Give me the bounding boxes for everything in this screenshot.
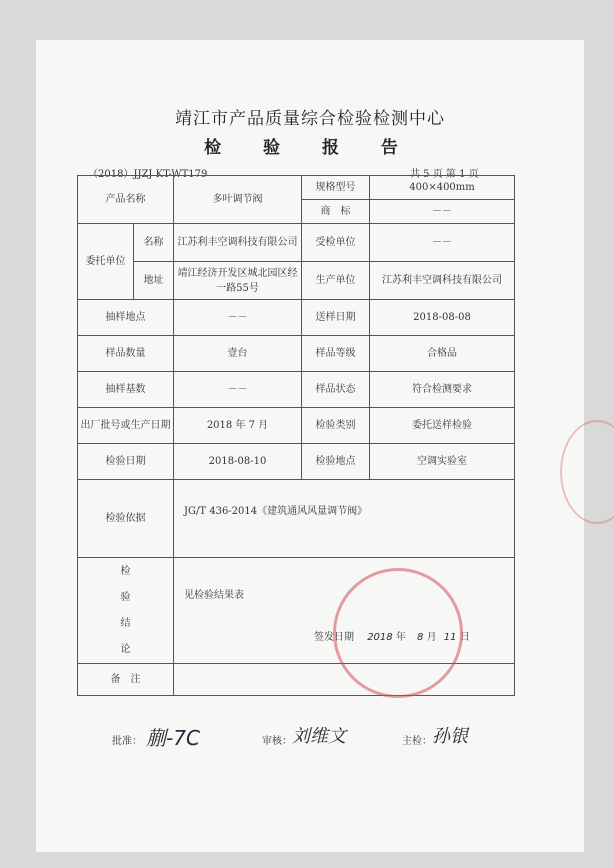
chief-label: 主检： [402,736,432,747]
institution-title: 靖江市产品质量综合检验检测中心 [175,109,445,129]
sample-qty: 壹台 [174,336,302,372]
issue-month: 8 [417,632,424,643]
approve-label: 批准： [112,736,142,747]
inspection-date: 2018-08-10 [174,444,302,480]
conclusion: 见检验结果表 [184,590,244,601]
conclusion-label-char: 检 [120,565,131,577]
month-unit: 月 [426,632,437,643]
remarks-label: 备 注 [78,664,174,696]
sample-qty-label: 样品数量 [78,336,174,372]
sample-grade-label: 样品等级 [302,336,370,372]
inspection-place-label: 检验地点 [302,444,370,480]
inspection-type: 委托送样检验 [370,408,515,444]
issue-date-label: 签发日期 [314,632,354,643]
conclusion-label [78,558,174,664]
sampling-place-label: 抽样地点 [78,300,174,336]
client-label: 委托单位 [78,224,134,300]
basis-label: 检验依据 [78,480,174,558]
sampling-place: －－ [174,300,302,336]
product-name: 多叶调节阀 [174,176,302,224]
sampling-base-label: 抽样基数 [78,372,174,408]
basis: JG/T 436-2014《建筑通风风量调节阀》 [174,480,515,558]
sample-state: 符合检测要求 [370,372,515,408]
spec-value: 400×400mm [370,176,515,200]
inspected-unit: －－ [370,224,515,262]
report-number: （2018）JJZJ KT-WT179 [88,169,208,180]
product-name-label: 产品名称 [78,176,174,224]
review-label: 审核： [262,736,292,747]
delivery-date-label: 送样日期 [302,300,370,336]
client-address-label: 地址 [134,262,174,300]
sample-state-label: 样品状态 [302,372,370,408]
client-name: 江苏利丰空调科技有限公司 [174,224,302,262]
batch-label: 出厂批号或生产日期 [78,408,174,444]
delivery-date: 2018-08-08 [370,300,515,336]
producer: 江苏利丰空调科技有限公司 [370,262,515,300]
sampling-base: －－ [174,372,302,408]
inspected-unit-label: 受检单位 [302,224,370,262]
approve-signature: 蒯-7C [146,726,200,750]
sample-grade: 合格品 [370,336,515,372]
conclusion-label-char: 论 [120,643,131,655]
brand-value: －－ [370,200,515,224]
producer-label: 生产单位 [302,262,370,300]
inspection-place: 空调实验室 [370,444,515,480]
issue-day: 11 [443,632,457,643]
official-seal [333,568,463,698]
inspection-date-label: 检验日期 [78,444,174,480]
batch: 2018 年 7 月 [174,408,302,444]
review-signature: 刘维文 [292,726,346,747]
spec-label: 规格型号 [302,176,370,200]
issue-year: 2018 [367,632,393,643]
day-unit: 日 [459,632,470,643]
inspection-type-label: 检验类别 [302,408,370,444]
client-name-label: 名称 [134,224,174,262]
chief-signature: 孙银 [432,726,468,747]
brand-label: 商 标 [302,200,370,224]
page-info: 共 5 页 第 1 页 [410,169,479,180]
client-address: 靖江经济开发区城北园区经一路55号 [174,262,302,300]
conclusion-label-char: 验 [120,591,131,603]
year-unit: 年 [395,632,406,643]
conclusion-label-char: 结 [120,617,131,629]
report-title: 检 验 报 告 [204,138,416,158]
